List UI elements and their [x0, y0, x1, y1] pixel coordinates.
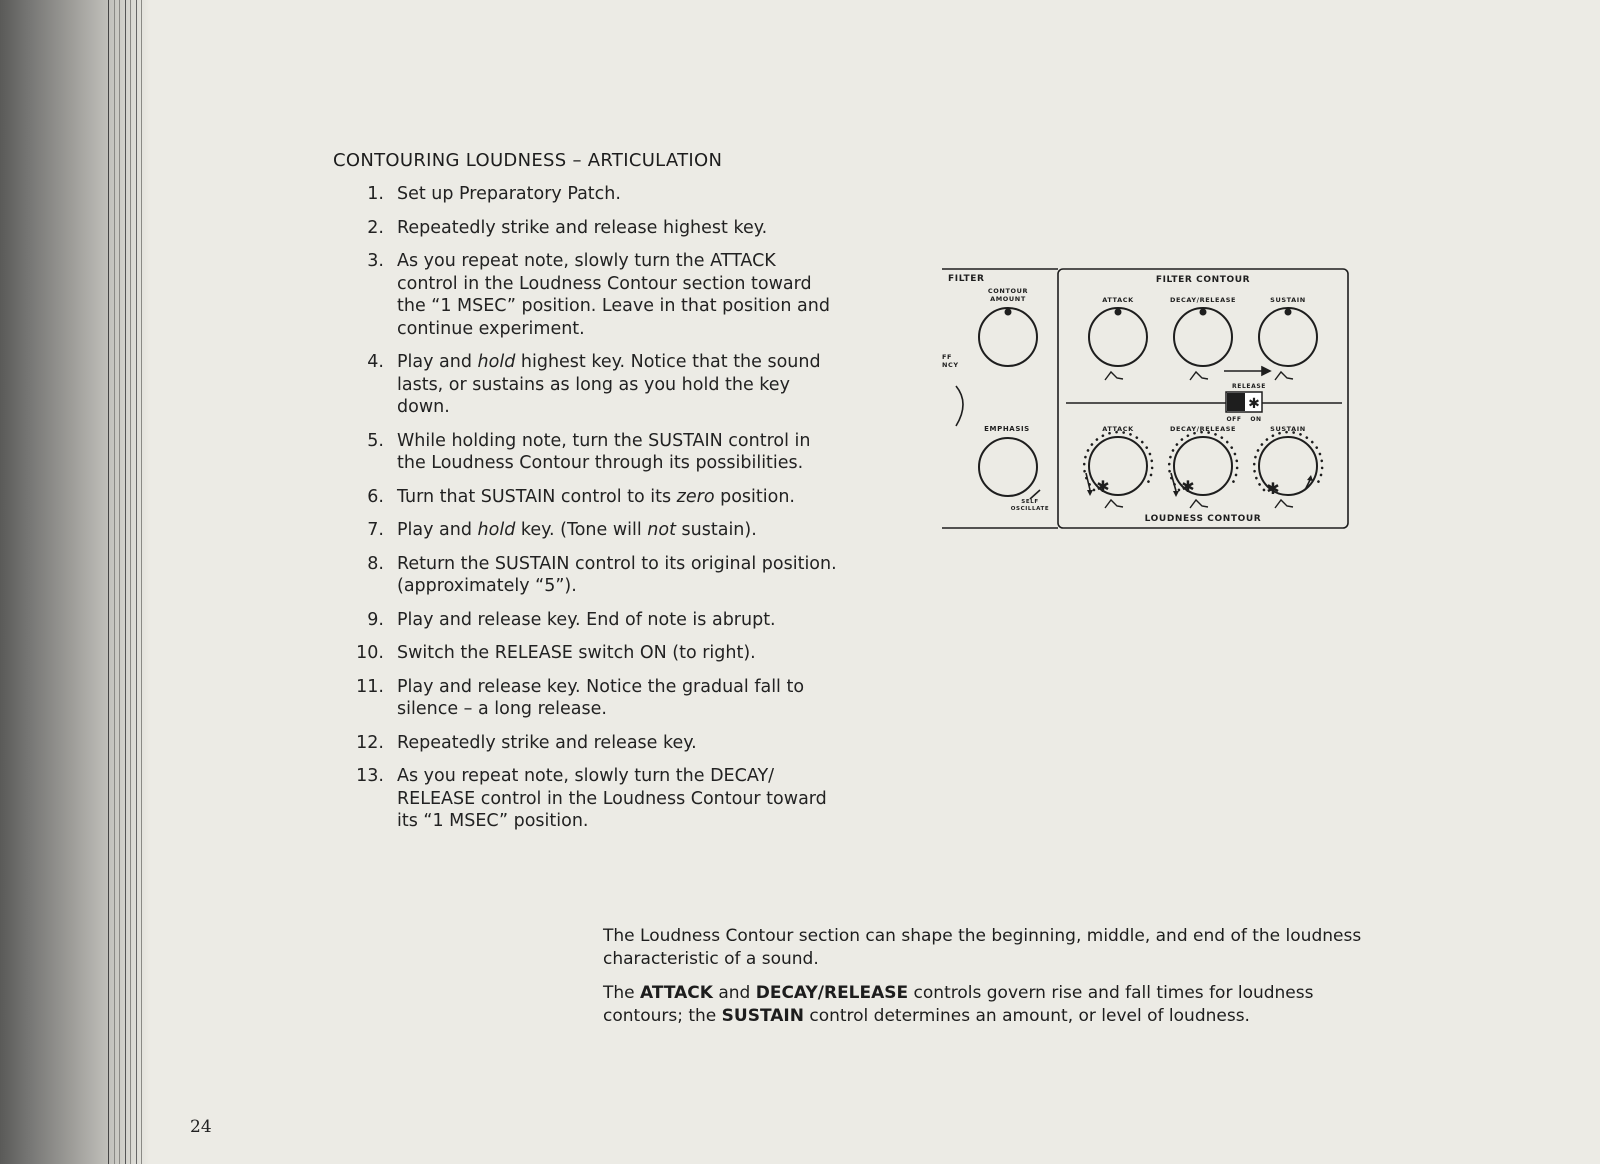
- release-label: RELEASE: [1232, 383, 1266, 390]
- note-paragraph-1: The Loudness Contour section can shape the beginning, middle, and end of the loudness characteristic of a sound.: [603, 926, 1362, 969]
- self-oscillate-label-2: OSCILLATE: [1010, 506, 1050, 512]
- loudness-sustain-label: SUSTAIN: [1270, 425, 1306, 433]
- emphasis-knob: [979, 438, 1037, 496]
- page-number: 24: [190, 1117, 212, 1137]
- summary-notes: [603, 925, 1393, 1039]
- attack-knob-asterisk-icon: ✱: [1096, 477, 1110, 496]
- contour-amount-label-2: AMOUNT: [990, 295, 1026, 303]
- filter-contour-label: FILTER CONTOUR: [1155, 275, 1251, 285]
- synth-panel-diagram: [940, 268, 1380, 546]
- loudness-attack-label: ATTACK: [1102, 425, 1134, 433]
- loudness-decay-release-label: DECAY/RELEASE: [1169, 425, 1237, 433]
- list-item: 4. Play and hold highest key. Notice that the sound lasts, or sustains as long as you hold the key down.: [367, 352, 821, 417]
- filter-attack-knob: [1089, 308, 1147, 366]
- contour-amount-label-1: CONTOUR: [987, 287, 1029, 295]
- loudness-contour-label: LOUDNESS CONTOUR: [1144, 514, 1262, 524]
- page-edges: [108, 0, 148, 1164]
- list-item: 7. Play and hold key. (Tone will not sustain).: [367, 520, 757, 540]
- svg-text:✱: ✱: [1248, 396, 1260, 412]
- filter-decay-release-label: DECAY/RELEASE: [1169, 296, 1237, 304]
- list-item: 13. As you repeat note, slowly turn the DECAY/ RELEASE control in the Loudness Contour toward its “1 MSEC” position.: [356, 766, 827, 831]
- filter-decay-knob: [1174, 308, 1232, 366]
- section-heading: CONTOURING LOUDNESS – ARTICULATION: [333, 150, 723, 171]
- list-item: 9. Play and release key. End of note is abrupt.: [367, 609, 776, 630]
- decay-knob-asterisk-icon: ✱: [1181, 477, 1195, 496]
- filter-sustain-label: SUSTAIN: [1270, 296, 1306, 304]
- list-item: 3. As you repeat note, slowly turn the ATTACK control in the Loudness Contour section toward the “1 MSEC” position. Leave in that position and continue experiment.: [367, 251, 830, 339]
- self-oscillate-label-1: SELF: [1021, 499, 1039, 505]
- on-label: ON: [1250, 416, 1262, 423]
- list-item: 6. Turn that SUSTAIN control to its zero position.: [367, 486, 795, 507]
- sustain-knob-asterisk-icon: ✱: [1266, 479, 1280, 498]
- list-item: 5. While holding note, turn the SUSTAIN control in the Loudness Contour through its possibilities.: [367, 430, 811, 473]
- emphasis-label: EMPHASIS: [984, 425, 1030, 433]
- list-item: 2. Repeatedly strike and release highest key.: [367, 217, 768, 238]
- off-label: OFF: [1226, 416, 1242, 423]
- list-item: 8. Return the SUSTAIN control to its original position. (approximately “5”).: [367, 553, 837, 596]
- cutoff-label-fragment-2: NCY: [942, 361, 959, 369]
- contour-amount-knob: [979, 308, 1037, 366]
- list-item: 10. Switch the RELEASE switch ON (to right).: [356, 643, 756, 663]
- list-item: 12. Repeatedly strike and release key.: [356, 732, 697, 753]
- note-paragraph-2: The ATTACK and DECAY/RELEASE controls govern rise and fall times for loudness contours; the SUSTAIN control determines an amount, or level of loudness.: [603, 983, 1314, 1026]
- filter-sustain-knob: [1259, 308, 1317, 366]
- filter-label: FILTER: [948, 274, 985, 284]
- list-item: 11. Play and release key. Notice the gradual fall to silence – a long release.: [356, 676, 805, 719]
- release-switch: [1226, 392, 1262, 412]
- filter-attack-label: ATTACK: [1102, 296, 1134, 304]
- list-item: 1. Set up Preparatory Patch.: [367, 184, 621, 204]
- steps-list: [350, 183, 840, 844]
- cutoff-label-fragment-1: FF: [942, 353, 953, 361]
